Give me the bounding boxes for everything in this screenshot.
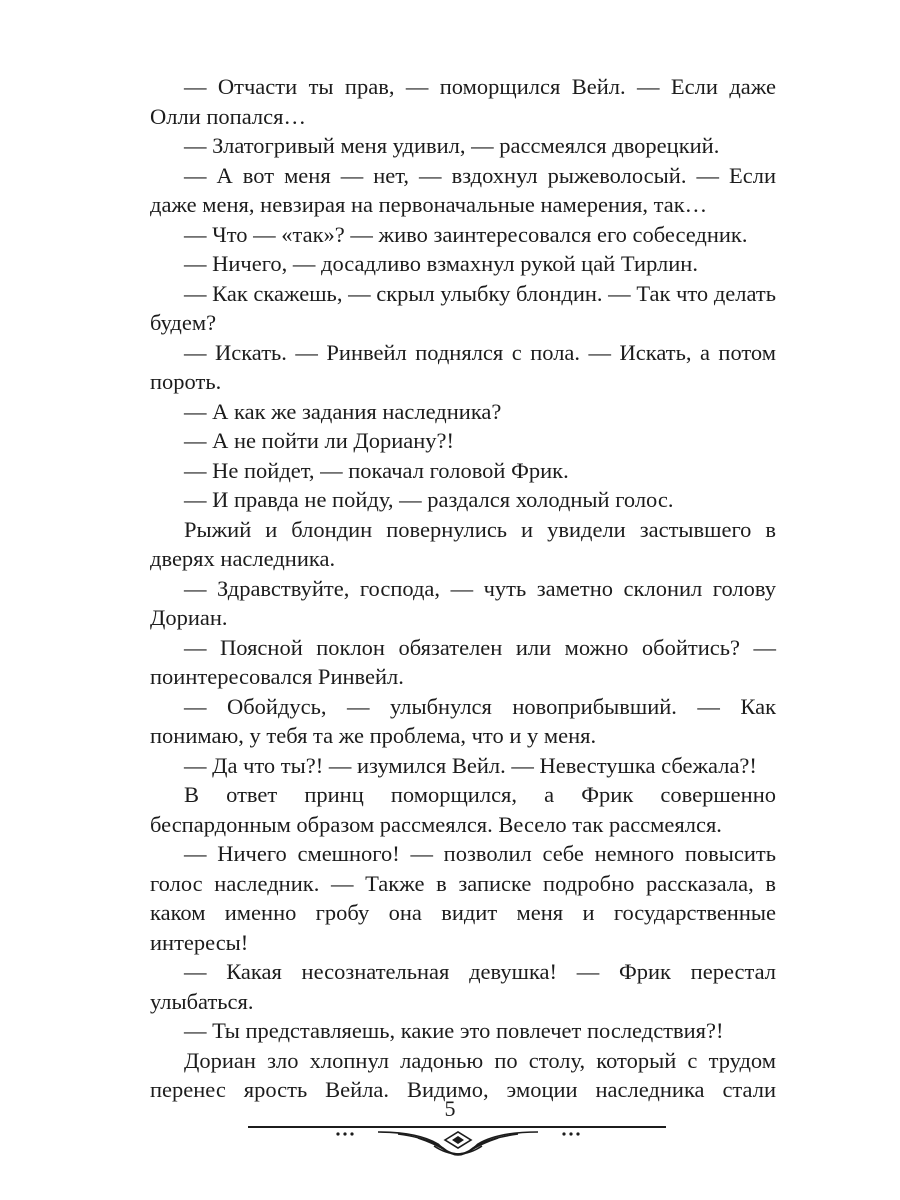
paragraph-20: — Ты представляешь, какие это повлечет последствия?!: [184, 1018, 724, 1043]
paragraph-8: — А как же задания наследника?: [184, 398, 502, 424]
paragraph-21: Дориан зло хлопнул ладонью по столу, который с трудом перенес ярость Вейла. Видимо, эмоции наследника стали: [150, 1047, 776, 1102]
paragraph-2: — Златогривый меня удивил, — рассмеялся дворецкий.: [184, 133, 720, 158]
paragraph-19: — Какая несознательная девушка! — Фрик перестал улыбаться.: [150, 959, 776, 1014]
paragraph-18: — Ничего смешного! — позволил себе немного повысить голос наследник. — Также в записке подробно рассказала, в каком именно гробу она видит меня и государственные интересы!: [150, 841, 776, 955]
paragraph-1: — Отчасти ты прав, — поморщился Вейл. — Если даже Олли попался…: [150, 74, 776, 129]
paragraph-3: — А вот меня — нет, — вздохнул рыжеволосый. — Если даже меня, невзирая на первоначальные намерения, так…: [150, 162, 776, 217]
paragraph-5: — Ничего, — досадливо взмахнул рукой цай Тирлин.: [184, 251, 698, 276]
paragraph-13: — Здравствуйте, господа, — чуть заметно склонил голову Дориан.: [150, 575, 776, 630]
paragraph-12: Рыжий и блондин повернулись и увидели застывшего в дверях наследника.: [150, 516, 776, 571]
paragraph-16: — Да что ты?! — изумился Вейл. — Невестушка сбежала?!: [184, 752, 757, 778]
paragraph-11: — И правда не пойду, — раздался холодный голос.: [184, 487, 674, 512]
paragraph-4: — Что — «так»? — живо заинтересовался его собеседник.: [184, 221, 748, 247]
paragraph-7: — Искать. — Ринвейл поднялся с пола. — Искать, а потом пороть.: [150, 339, 776, 394]
paragraph-9: — А не пойти ли Дориану?!: [184, 428, 455, 453]
paragraph-17: В ответ принц поморщился, а Фрик совершенно беспардонным образом рассмеялся. Весело так рассмеялся.: [150, 782, 776, 837]
paragraph-10: — Не пойдет, — покачал головой Фрик.: [184, 457, 569, 483]
page-body-text: [150, 72, 776, 1105]
page-number: 5: [444, 1096, 456, 1121]
paragraph-15: — Обойдусь, — улыбнулся новоприбывший. — Как понимаю, у тебя та же проблема, что и у меня.: [150, 693, 776, 748]
footer-ornament-icon: [248, 1122, 668, 1162]
paragraph-14: — Поясной поклон обязателен или можно обойтись? — поинтересовался Ринвейл.: [150, 634, 776, 689]
paragraph-6: — Как скажешь, — скрыл улыбку блондин. — Так что делать будем?: [150, 280, 776, 335]
page-footer: [0, 1096, 900, 1176]
